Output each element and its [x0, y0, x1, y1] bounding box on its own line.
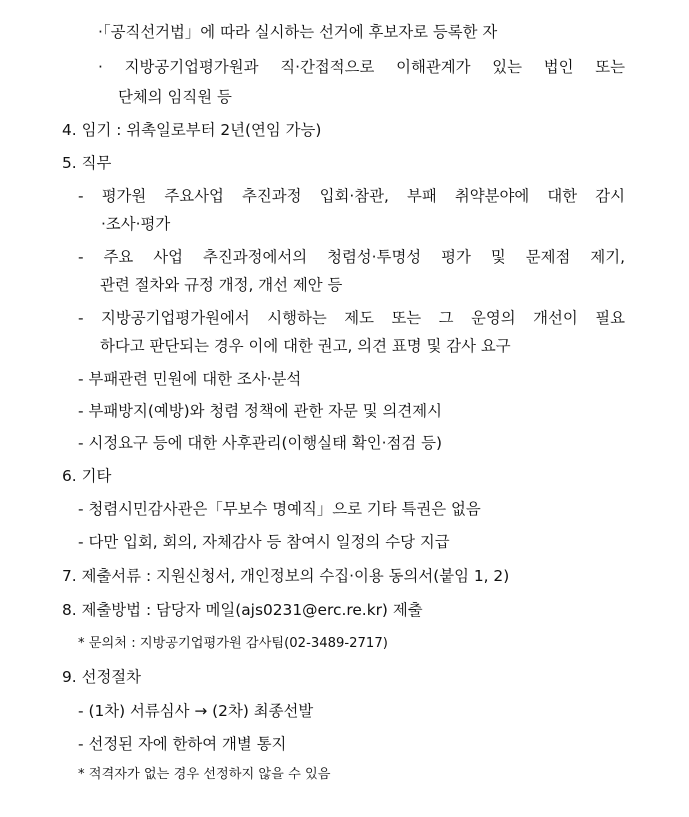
duty-item-1: - 평가원 주요사업 추진과정 입회·참관, 부패 취약분야에 대한 감시: [78, 187, 625, 205]
duty-item-6: - 시정요구 등에 대한 사후관리(이행실태 확인·점검 등): [78, 434, 443, 452]
duty-item-2-continued: 관련 절차와 규정 개정, 개선 제안 등: [100, 276, 343, 294]
documents-heading: 7. 제출서류 : 지원신청서, 개인정보의 수집·이용 동의서(붙임 1, 2): [62, 567, 510, 585]
other-heading: 6. 기타: [62, 467, 112, 485]
term-heading: 4. 임기 : 위촉일로부터 2년(연임 가능): [62, 121, 322, 139]
other-item-1: - 청렴시민감사관은「무보수 명예직」으로 기타 특권은 없음: [78, 500, 481, 518]
selection-note: * 적격자가 없는 경우 선정하지 않을 수 있음: [78, 767, 331, 782]
duty-item-1-continued: ·조사·평가: [101, 215, 171, 233]
duties-heading: 5. 직무: [62, 154, 112, 172]
duty-item-4: - 부패관련 민원에 대한 조사·분석: [78, 370, 302, 388]
submission-heading: 8. 제출방법 : 담당자 메일(ajs0231@erc.re.kr) 제출: [62, 601, 423, 619]
other-item-2: - 다만 입회, 회의, 자체감사 등 참여시 일정의 수당 지급: [78, 533, 450, 551]
duty-item-3: - 지방공기업평가원에서 시행하는 제도 또는 그 운영의 개선이 필요: [78, 309, 625, 327]
duty-item-3-continued: 하다고 판단되는 경우 이에 대한 권고, 의견 표명 및 감사 요구: [100, 337, 511, 355]
selection-item-2: - 선정된 자에 한하여 개별 통지: [78, 735, 287, 753]
qualification-item-2-continued: 단체의 임직원 등: [118, 88, 232, 106]
selection-heading: 9. 선정절차: [62, 668, 142, 686]
selection-item-1: - (1차) 서류심사 → (2차) 최종선발: [78, 702, 314, 720]
duty-item-5: - 부패방지(예방)와 청렴 정책에 관한 자문 및 의견제시: [78, 402, 443, 420]
duty-item-2: - 주요 사업 추진과정에서의 청렴성·투명성 평가 및 문제점 제기,: [78, 248, 625, 266]
qualification-item-2: · 지방공기업평가원과 직·간접적으로 이해관계가 있는 법인 또는: [98, 58, 625, 76]
contact-note: * 문의처 : 지방공기업평가원 감사팀(02-3489-2717): [78, 636, 388, 651]
qualification-item-1: ·「공직선거법」에 따라 실시하는 선거에 후보자로 등록한 자: [98, 23, 498, 41]
